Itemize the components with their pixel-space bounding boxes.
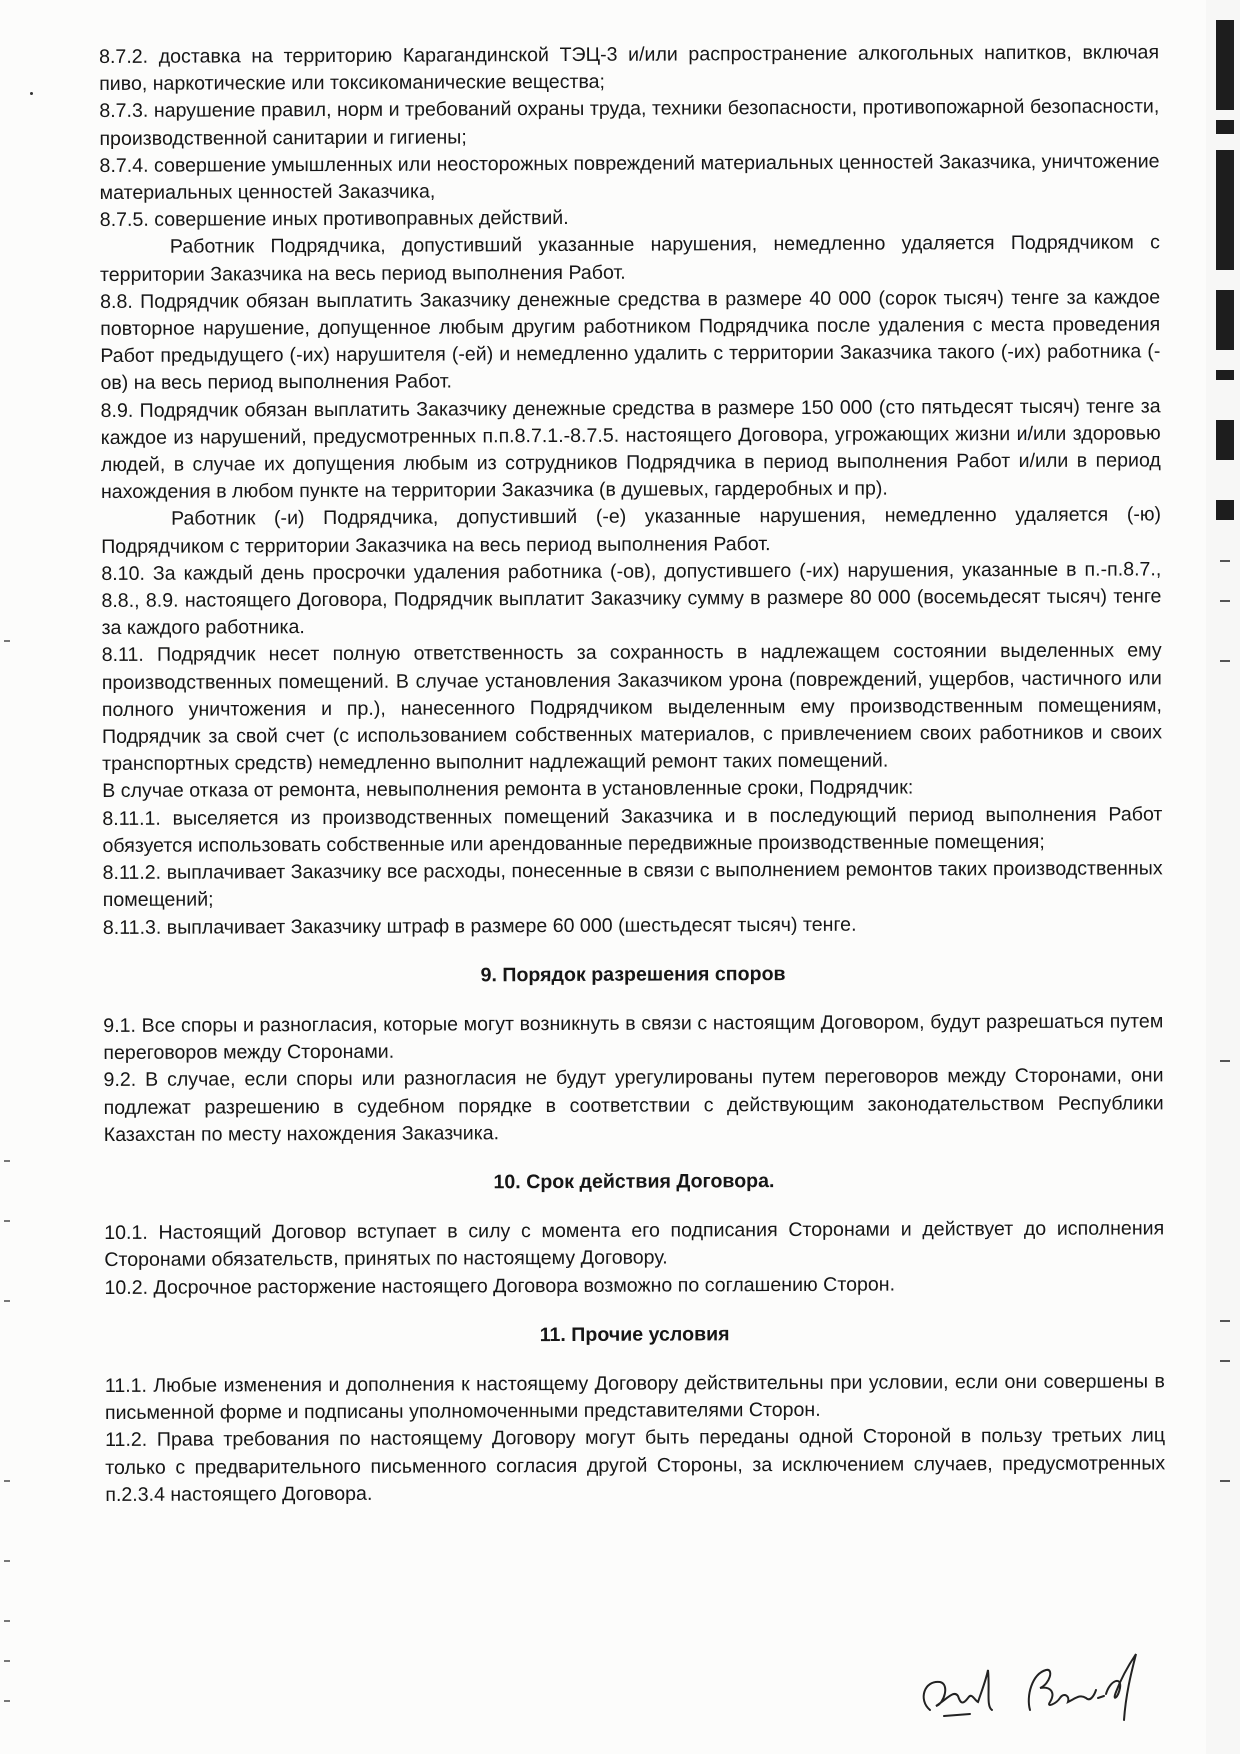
barcode-strip — [1206, 0, 1240, 1754]
clause-8-7-4: 8.7.4. совершение умышленных или неосторожных повреждений материальных ценностей Заказчика, уничтожение материальных ценностей Заказчика, — [99, 150, 1160, 205]
clause-10-2: 10.2. Досрочное расторжение настоящего Договора возможно по соглашению Сторон. — [104, 1273, 896, 1299]
section-11-title: 11. Прочие условия — [539, 1322, 730, 1346]
clause-8-11-1: 8.11.1. выселяется из производственных помещений Заказчика и в последующий период выполнения Работ обязуется использовать собственные или арендованные передвижные производственные помещения; — [102, 803, 1163, 857]
clause-11-1: 11.1. Любые изменения и дополнения к настоящему Договору действительны при условии, если они совершены в письменной форме и подписаны уполномоченными представителями Сторон. — [104, 1370, 1165, 1425]
clause-8-9: 8.9. Подрядчик обязан выплатить Заказчику денежные средства в размере 150 000 (сто пятьдесят тысяч) тенге за каждое из нарушений, предусмотренных п.п.8.7.1.-8.7.5. настоящего Договора, угрожающих жизни и/или здоровью людей, в случае их допущения любым из сотрудников Подрядчика в период выполнения Работ и/или в период нахождения в любом пункте на территории Заказчика (в душевых, гардеробных и пр). — [100, 395, 1161, 504]
clause-8-11: 8.11. Подрядчик несет полную ответственность за сохранность в надлежащем состоянии выделенных ему производственных помещений. В случае установления Заказчиком урона (повреждений, ущербов, частичного или полного уничтожения и пр.), нанесенного Подрядчиком выделенным ему производственным помещениям, Подрядчик за свой счет (с использованием собственных материалов, с привлечением своих работников и своих транспортных средств) немедленно выполнит надлежащий ремонт таких помещений. — [101, 639, 1163, 776]
clause-9-1: 9.1. Все споры и разногласия, которые могут возникнуть в связи с настоящим Договором, будут разрешаться путем переговоров между Сторонами. — [103, 1010, 1164, 1065]
clause-11-2: 11.2. Права требования по настоящему Договору могут быть переданы одной Стороной в пользу третьих лиц только с предварительного письменного согласия другой Стороны, за исключением случаев, предусмотренных п.2.3.4 настоящего Договора. — [105, 1424, 1166, 1506]
clause-8-10: 8.10. За каждый день просрочки удаления работника (-ов), допустившего (-их) нарушения, указанные в п.-п.8.7., 8.8., 8.9. настоящего Договора, Подрядчик выплатит Заказчику сумму в размере 80 000 (восемьдесят тысяч) тенге за каждого работника. — [101, 558, 1162, 640]
clause-8-7-2: 8.7.2. доставка на территорию Карагандинской ТЭЦ-3 и/или распространение алкогольных напитков, включая пиво, наркотические или токсикоманические вещества; — [99, 41, 1160, 96]
clause-8-11-refusal: В случае отказа от ремонта, невыполнения ремонта в установленные сроки, Подрядчик: — [102, 776, 914, 803]
handwritten-signature-2-icon — [1029, 1654, 1136, 1720]
clause-8-8: 8.8. Подрядчик обязан выплатить Заказчику денежные средства в размере 40 000 (сорок тысяч) тенге за каждое повторное нарушение, допущенное любым другим работником Подрядчика после удаления с места проведения Работ предыдущего (-их) нарушителя (-ей) и немедленно удалить с территории Заказчика такого (-их) работника (-ов) на весь период выполнения Работ. — [100, 286, 1161, 395]
clause-9-2: 9.2. В случае, если споры или разногласия не будут урегулированы путем переговоров между Сторонами, они подлежат разрешению в судебном порядке в соответствии с действующим законодательством Республики Казахстан по месту нахождения Заказчика. — [103, 1064, 1164, 1146]
clause-8-9-note: Работник (-и) Подрядчика, допустивший (-е) указанные нарушения, немедленно удаляется (-ю) Подрядчиком с территории Заказчика на весь период выполнения Работ. — [101, 503, 1162, 558]
clause-10-1: 10.1. Настоящий Договор вступает в силу с момента его подписания Сторонами и действует до исполнения Сторонами обязательств, принятых по настоящему Договору. — [104, 1217, 1165, 1272]
section-9-title: 9. Порядок разрешения споров — [480, 962, 786, 987]
clause-8-7-note: Работник Подрядчика, допустивший указанные нарушения, немедленно удаляется Подрядчиком с территории Заказчика на весь период выполнения Работ. — [99, 231, 1160, 286]
signatures — [900, 1640, 1160, 1730]
contract-text — [99, 39, 1165, 1509]
clause-8-11-2: 8.11.2. выплачивает Заказчику все расходы, понесенные в связи с выполнением ремонтов таких производственных помещений; — [102, 857, 1163, 912]
clause-8-7-5: 8.7.5. совершение иных противоправных действий. — [99, 207, 569, 232]
scan-dot — [30, 92, 33, 95]
handwritten-signature-1-icon — [924, 1670, 992, 1716]
section-10-title: 10. Срок действия Договора. — [493, 1169, 775, 1194]
clause-8-11-3: 8.11.3. выплачивает Заказчику штраф в размере 60 000 (шестьдесят тысяч) тенге. — [102, 913, 857, 939]
clause-8-7-3: 8.7.3. нарушение правил, норм и требований охраны труда, техники безопасности, противопожарной безопасности, производственной санитарии и гигиены; — [99, 95, 1160, 150]
